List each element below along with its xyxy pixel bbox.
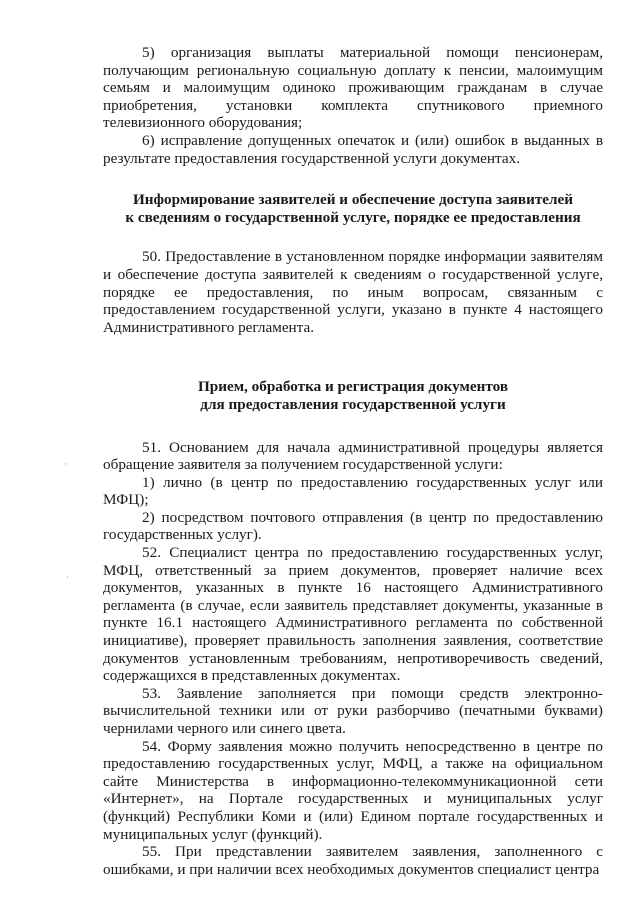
- paragraph-51: 51. Основанием для начала административной процедуры является обращение заявителя за получением государственной услуги:: [103, 438, 603, 474]
- paragraph-54: 54. Форму заявления можно получить непосредственно в центре по предоставлению государственных услуг, МФЦ, а также на официальном сайте Министерства в информационно-телекоммуникационной сети «Интернет», на Портале государственных и муниципальных услуг (функций) Республики Коми и (или) Едином портале государственных и муниципальных услуг (функций).: [103, 737, 603, 843]
- paragraph-55: 55. При представлении заявителем заявления, заполненного с ошибками, и при наличии всех необходимых документов специалист центра: [103, 843, 603, 878]
- heading-line: к сведениям о государственной услуге, порядке ее предоставления: [125, 208, 581, 226]
- heading-line: для предоставления государственной услуги: [200, 395, 506, 413]
- heading-line: Информирование заявителей и обеспечение доступа заявителей: [132, 191, 574, 209]
- list-item-2: 2) посредством почтового отправления (в центр по предоставлению государственных услуг).: [103, 508, 603, 544]
- list-item-6: 6) исправление допущенных опечаток и (или) ошибок в выданных в результате предоставления государственной услуги документах.: [103, 131, 603, 167]
- section-heading-informing: [103, 191, 603, 226]
- heading-line: Прием, обработка и регистрация документов: [197, 378, 509, 396]
- paragraph-50: 50. Предоставление в установленном порядке информации заявителям и обеспечение доступа заявителей к сведениям о государственной услуге, порядке ее предоставления, по иным вопросам, связанным с предоставлением государственной услуги, указано в пункте 4 настоящего Административного регламента.: [103, 248, 603, 336]
- paragraph-53: 53. Заявление заполняется при помощи средств электронно-вычислительной техники или от руки разборчиво (печатными буквами) чернилами черного или синего цвета.: [103, 684, 603, 737]
- scan-artifact: ·: [66, 573, 69, 583]
- scan-artifact: ·: [64, 460, 67, 470]
- document-body: [103, 44, 603, 878]
- list-item-5: 5) организация выплаты материальной помощи пенсионерам, получающим региональную социальную доплату к пенсии, малоимущим семьям и малоимущим одиноко проживающим гражданам в случае приобретения, установки комплекта спутникового приемного телевизионного оборудования;: [103, 44, 603, 132]
- section-heading-reception: [103, 378, 603, 413]
- paragraph-52: 52. Специалист центра по предоставлению государственных услуг, МФЦ, ответственный за прием документов, проверяет наличие всех документов, указанных в пункте 16 настоящего Административного регламента (в случае, если заявитель представляет документы, указанные в пункте 16.1 настоящего Административного регламента по собственной инициативе), проверяет правильность заполнения заявления, соответствие документов установленным требованиям, непротиворечивость сведений, содержащихся в представленных документах.: [103, 544, 603, 685]
- list-item-1: 1) лично (в центр по предоставлению государственных услуг или МФЦ);: [103, 473, 603, 509]
